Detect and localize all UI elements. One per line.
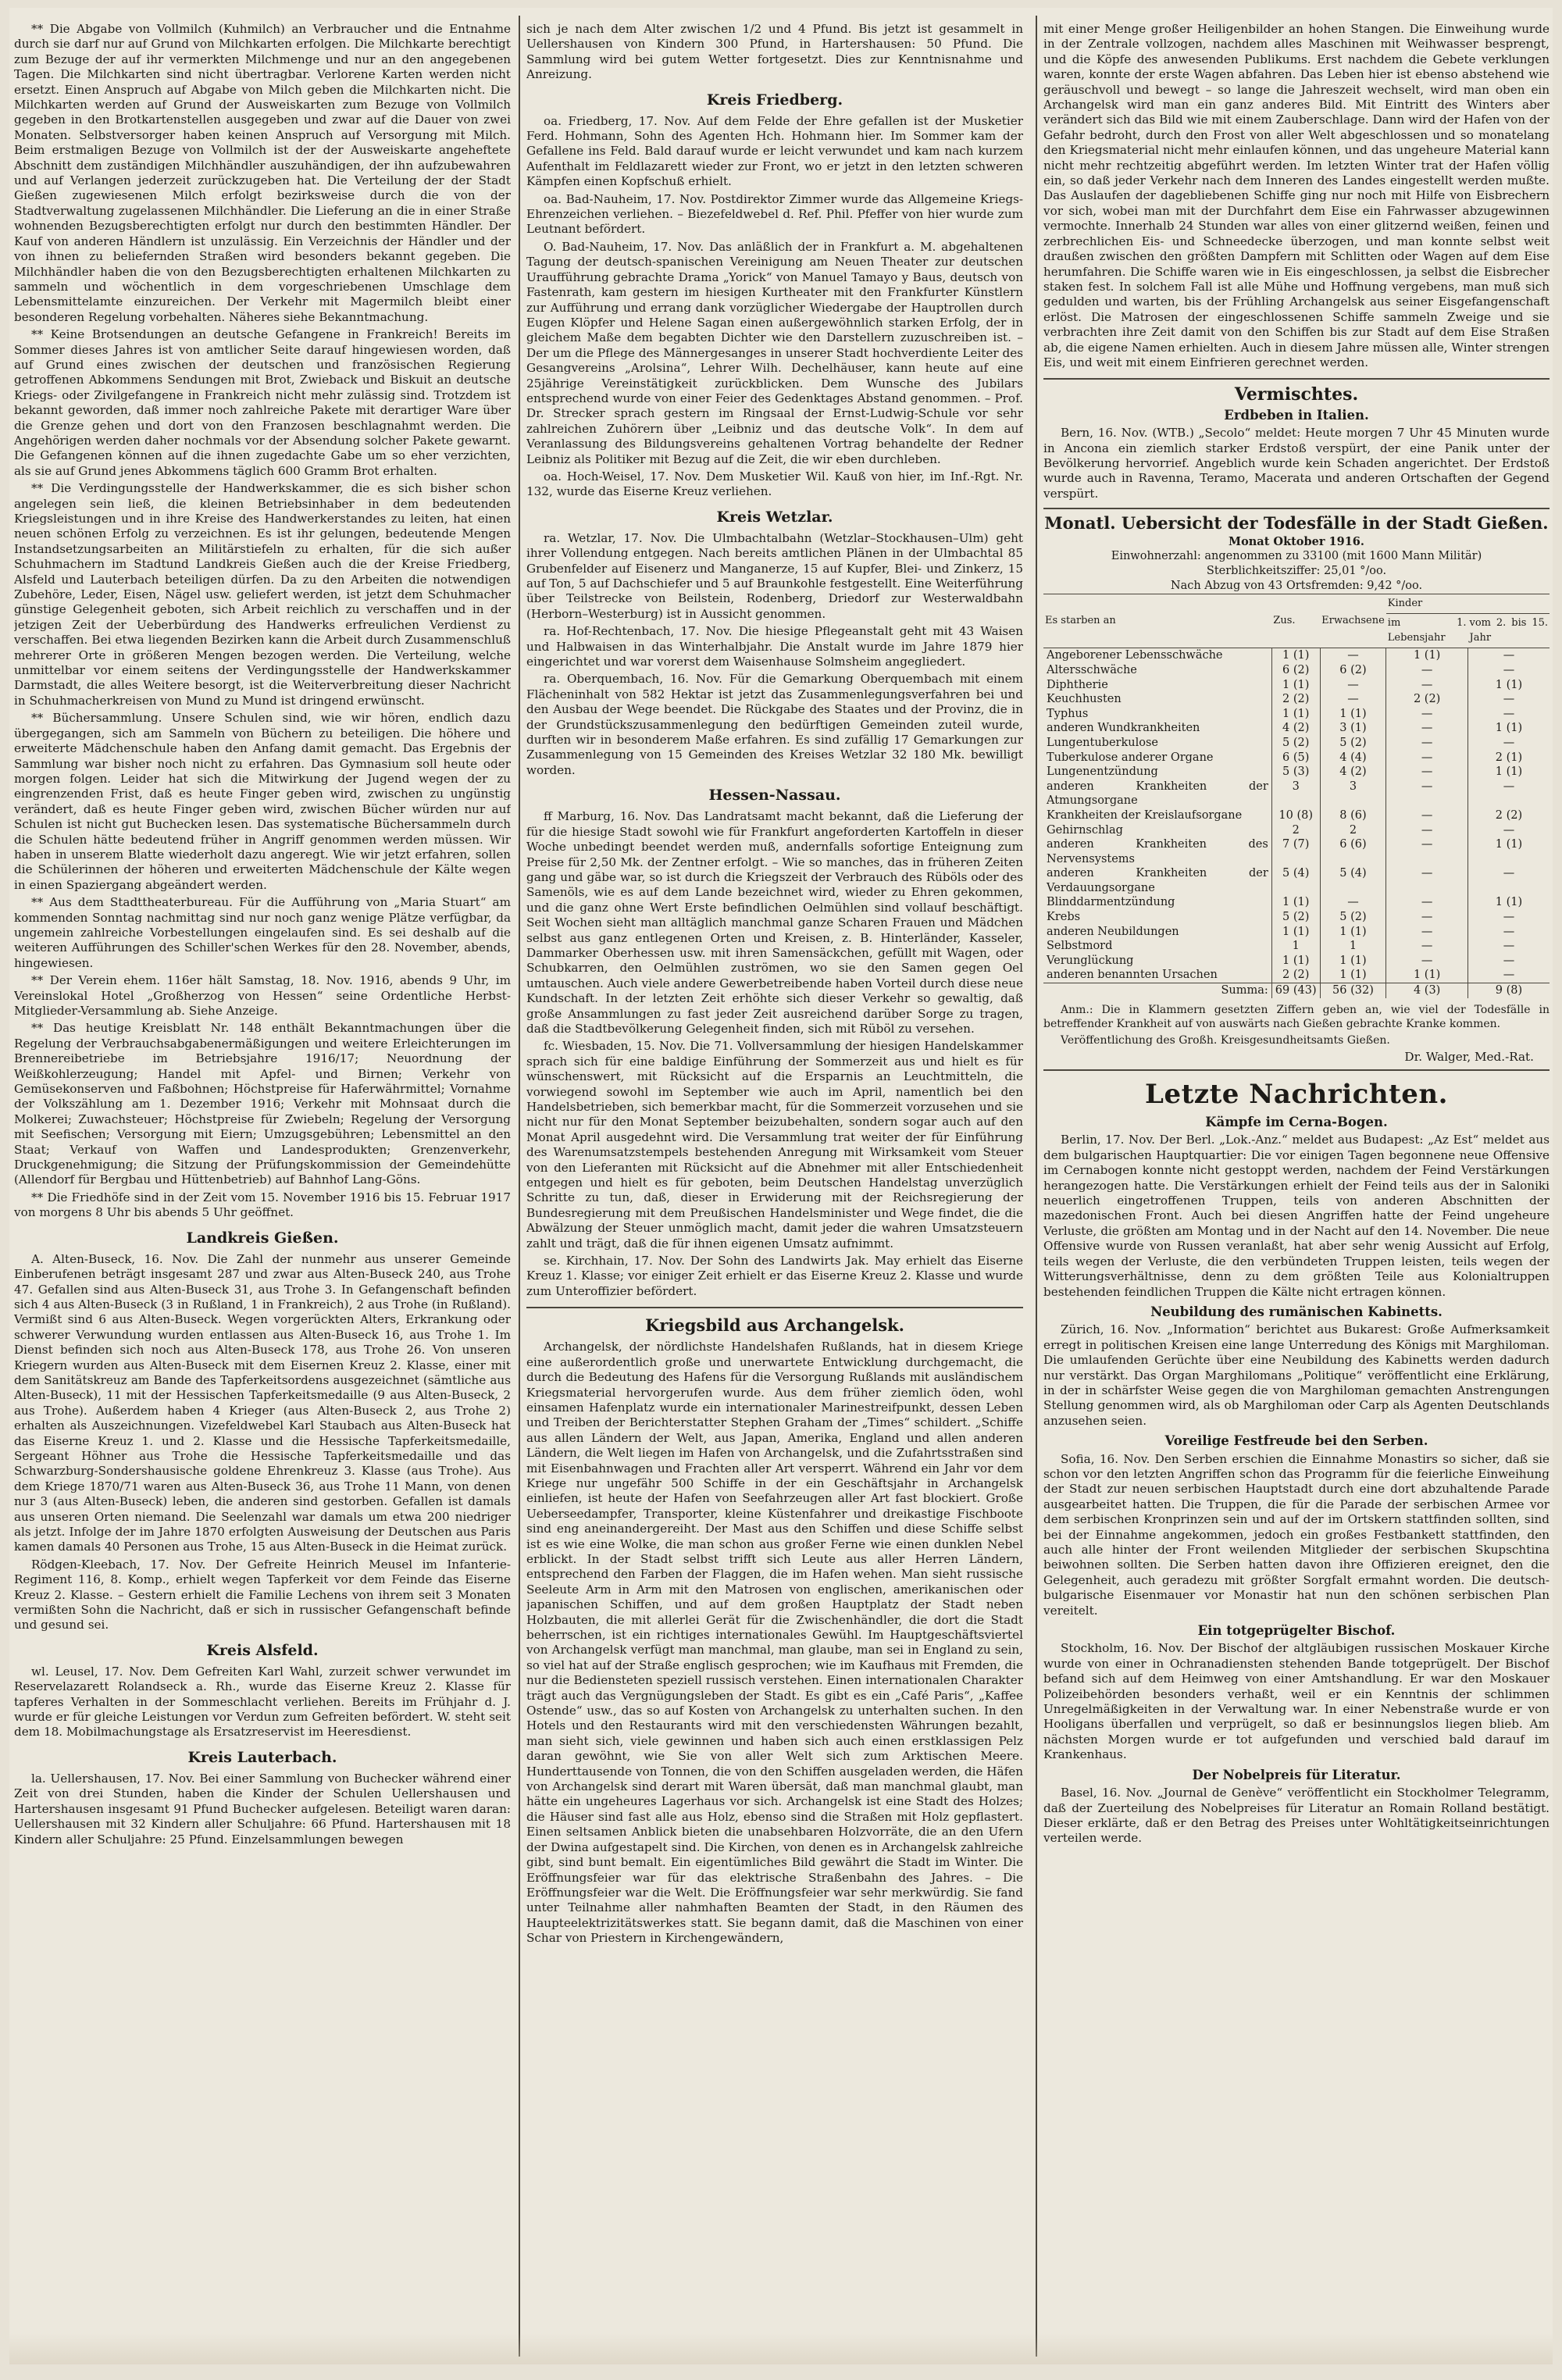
cell-total: 2 (2) [1271, 692, 1320, 707]
cell-k1: — [1386, 663, 1468, 678]
article-buechersammlung: ** Büchersammlung. Unsere Schulen sind, wie wir hören, endlich dazu übergegangen, sich am Sammeln von Büchern zu beteiligen. Die höhere und erweiterte Mädchenschule haben den Anfang damit gemacht. Das Ergebnis der Sammlung war bisher noch nicht zu erfahren. Das Gymnasium soll heute oder morgen folgen. Leider hat sich die Mitwirkung der Jugend wegen der zu eingrenzenden Frist, daß es heute Finger geben wird, zwischen zu ungünstig verändert, daß es heute Finger geben wird, zwischen Bücher würden nur auf Schulen ist nicht gut Buchecken lesen. Das systematische Büchersammeln durch die Schulen hätte bedeutend früher in Angriff genommen werden müssen. Wir haben in unserem Blatte wiederholt dazu angeregt. Wie wir jetzt erfahren, sollen die Schülerinnen der höheren und erweiterten Mädchenschule der Kälte wegen in einen Spaziergang abgeändert werden. [14, 711, 511, 892]
article-hoch-weisel: oa. Hoch-Weisel, 17. Nov. Dem Musketier Wil. Kauß von hier, im Inf.-Rgt. Nr. 132, wurde das Eiserne Kreuz verliehen. [526, 469, 1023, 499]
mortality-row [1043, 692, 1550, 707]
article-alten-buseck: A. Alten-Buseck, 16. Nov. Die Zahl der nunmehr aus unserer Gemeinde Einberufenen beträgt insgesamt 287 und zwar aus Alten-Buseck 240, aus Trohe 47. Gefallen sind aus Alten-Buseck 31, aus Trohe 3. In Gefangenschaft befinden sich 4 aus Alten-Buseck (3 in Rußland, 1 in Frankreich), 2 aus Trohe (in Rußland). Vermißt sind 6 aus Alten-Buseck. Wegen vorgerückten Alters, Erkrankung oder schwerer Verwundung wurden entlassen aus Alten-Buseck 16, aus Trohe 1. Im Dienst befinden sich noch aus Alten-Buseck 178, aus Trohe 26. Von unseren Kriegern wurden aus Alten-Buseck mit dem Eisernen Kreuz 2. Klasse, einer mit dem Sanitätskreuz am Bande des Tapferkeitsordens ausgezeichnet (sämtliche aus Alten-Buseck), 11 mit der Hessischen Tapferkeitsmedaille (9 aus Alten-Buseck, 2 aus Trohe). Außerdem haben 4 Krieger (aus Alten-Buseck 2, aus Trohe 2) erhalten als Auszeichnungen. Vizefeldwebel Karl Staubach aus Alten-Buseck hat das Eiserne Kreuz 1. und 2. Klasse und die Hessische Tapferkeitsmedaille, Sergeant Höhner aus Trohe die Hessische Tapferkeitsmedaille und das Schwarzburg-Sondershausische goldene Ehrenkreuz 3. Klasse (aus Trohe). Aus dem Kriege 1870/71 waren aus Alten-Buseck 36, aus Trohe 11 Mann, von denen nur 3 (aus Alten-Buseck) leben, die anderen sind gestorben. Gefallen ist damals aus unseren Orten niemand. Die Seelenzahl war damals um etwa 200 niedriger als jetzt. Infolge der im Jahre 1870 erfolgten Ausweisung der Deutschen aus Paris kamen damals 40 Personen aus Trohe, 15 aus Alten-Buseck in die Heimat zurück. [14, 1251, 511, 1554]
section-heading-kreis-alsfeld: Kreis Alsfeld. [206, 1641, 319, 1659]
stats-population: Einwohnerzahl: angenommen zu 33100 (mit 1600 Mann Militär) [1111, 549, 1482, 562]
article-brotsendungen: ** Keine Brotsendungen an deutsche Gefangene in Frankreich! Bereits im Sommer dieses Jahres ist von amtlicher Seite darauf hingewiesen worden, daß auf Grund eines zwischen der deutschen und französischen Regierung getroffenen Abkommens Sendungen mit Brot, Zwieback und Biskuit an deutsche Kriegs- oder Zivilgefangene in Frankreich nicht mehr zulässig sind. Trotzdem ist bekannt geworden, daß immer noch zahlreiche Pakete mit derartiger Ware über die Grenze gehen und dort von den Franzosen beschlagnahmt werden. Die Angehörigen werden daher nochmals vor der Absendung solcher Pakete gewarnt. Die Gefangenen können auf die ihnen zugedachte Gabe um so eher verzichten, als sie auf Grund jenes Abkommens täglich 600 Gramm Brot erhalten. [14, 327, 511, 478]
cell-total: 2 [1271, 823, 1320, 838]
cell-adults: 6 (2) [1320, 663, 1386, 678]
article-stadttheater: ** Aus dem Stadttheaterbureau. Für die Aufführung von „Maria Stuart“ am kommenden Sonntag nachmittag sind nur noch ganz wenige Plätze verfügbar, da ungemein zahlreiche Vorbestellungen eingelaufen sind. Es sei deshalb auf die weiteren Aufführungen des Schiller'schen Werkes für den 28. November, abends, hingewiesen. [14, 895, 511, 970]
cell-k2: — [1467, 866, 1550, 895]
cell-k1: — [1386, 736, 1468, 751]
cell-k1: — [1386, 751, 1468, 765]
mortality-row [1043, 780, 1550, 808]
mortality-row [1043, 721, 1550, 736]
article-hof-rechtenbach: ra. Hof-Rechtenbach, 17. Nov. Die hiesige Pflegeanstalt geht mit 43 Waisen und Halbwaisen in das Winterhalbjahr. Die Anstalt wurde im Jahre 1879 hier eingerichtet und war vorerst dem Waisenhause Solmsheim angegliedert. [526, 624, 1023, 669]
cell-total: 4 (2) [1271, 721, 1320, 736]
article-oberquembach: ra. Oberquembach, 16. Nov. Für die Gemarkung Oberquembach mit einem Flächeninhalt von 582 Hektar ist jetzt das Zusammenlegungsverfahren bei und den Ausbau der Wege beendet. Die Rückgabe des Staates und der Provinz, die in der Grundstückszusammenlegung den bedürftigen Gemeinden zuteil wurde, durften wir in besonderem Maße erfahren. Es sind zufällig 17 Gemarkungen zur Zusammenlegung von 15 Gemeinden des Kreises Wetzlar 32 180 Mk. bewilligt worden. [526, 672, 1023, 777]
sum-total: 69 (43) [1271, 983, 1320, 998]
cell-adults: 5 (4) [1320, 866, 1386, 895]
article-nobelpreis: Basel, 16. Nov. „Journal de Genève“ veröffentlicht ein Stockholmer Telegramm, daß der Zuerteilung des Nobelpreises für Literatur an Romain Rolland bestätigt. Dieser erklärte, daß er den Betrag des Preises unter Wohltätigkeitseinrichtungen verteilen werde. [1043, 1786, 1550, 1846]
column-1 [14, 22, 511, 2357]
cell-k2: — [1467, 736, 1550, 751]
cell-adults: 1 [1320, 939, 1386, 954]
mortality-row [1043, 895, 1550, 910]
mortality-row [1043, 837, 1550, 866]
cell-k2: — [1467, 780, 1550, 808]
cell-cause: anderen Krankheiten der Atmungsorgane [1047, 780, 1268, 808]
article-festfreude: Sofia, 16. Nov. Den Serben erschien die Einnahme Monastirs so sicher, daß sie schon vor den letzten Angriffen schon das Programm für die feierliche Einweihung der Stadt zur neuen serbischen Hauptstadt durch eine dort abzuhaltende Parade ausgearbeitet hatten. Die Truppen, die für die Parade der serbischen Armee vor dem serbischen Kronprinzen sein und auf der im Ortskern stattfinden sollten, sind bei der Einnahme angekommen, jedoch ein großes Festbankett stattfinden, den auch alle hinter der Front weilenden Mitglieder der serbischen Skupschtina beiwohnen sollten. Die Serben hatten davon ihre Offizieren ereignet, den die Gelegenheit, auch geradezu mit größter Sorgfalt ermahnt worden. Die deutsch-bulgarische Eisenmauer vor Monastir hat nun den schönen serbischen Plan vereitelt. [1043, 1451, 1550, 1618]
cell-k2: — [1467, 648, 1550, 663]
cell-adults: 5 (2) [1320, 910, 1386, 925]
cell-k2: — [1467, 823, 1550, 838]
cell-adults: 2 [1320, 823, 1386, 838]
cell-total: 1 [1271, 939, 1320, 954]
cell-total: 5 (3) [1271, 765, 1320, 780]
stats-note: Anm.: Die in Klammern gesetzten Ziffern geben an, wie viel der Todesfälle in betreffender Krankheit auf von auswärts nach Gießen gebrachte Kranke kommen. [1043, 1003, 1550, 1030]
cell-k2: — [1467, 925, 1550, 940]
cell-adults: — [1320, 648, 1386, 663]
cell-cause: anderen benannten Ursachen [1047, 969, 1218, 982]
cell-cause: anderen Wundkrankheiten [1047, 722, 1200, 735]
mortality-row [1043, 765, 1550, 780]
mortality-row [1043, 707, 1550, 722]
newspaper-page [9, 8, 1553, 2364]
cell-k1: — [1386, 707, 1468, 722]
subheading-cerna-bogen: Kämpfe im Cerna-Bogen. [1205, 1115, 1388, 1130]
cell-k1: 1 (1) [1386, 648, 1468, 663]
cell-total: 1 (1) [1271, 648, 1320, 663]
article-marburg: ff Marburg, 16. Nov. Das Landratsamt macht bekannt, daß die Lieferung der für die hiesige Stadt sowohl wie für Frankfurt angeforderten Kartoffeln in dieser Woche unbedingt beendet werden muß, andernfalls sofortige Enteignung zum Preise für 2,50 Mk. der Zentner erfolgt. – Wie so manches, das in früheren Zeiten gang und gäbe war, so ist durch die Kriegszeit der Verbrauch des Rüböls oder des Samenöls, wie es auf dem Lande bezeichnet wird, wieder zu Ehren gekommen, und die ganz ohne Wert Erste befindlichen Oelmühlen sind vollauf beschäftigt. Seit Wochen sieht man alltäglich manchmal ganze Scharen Frauen und Mädchen selbst aus ganz entlegenen Orten und Kreisen, z. B. Hinterländer, Kasseler, Dammarker Oberhessen usw. mit ihren Samensäckchen, gefüllt mit Wagen, oder Schubkarren, den Oelmühlen zuströmen, wo sie den Samen gegen Oel umtauschen. Auch viele andere Gewerbetreibende haben Vorteil durch diese neue Kundschaft. In der letzten Zeit erhöhte sich dieser Verkehr so gewaltig, daß große Ansammlungen zu fast jeder Zeit ausreichend darüber Sorge zu tragen, daß die Stadtbevölkerung Gelegenheit finden, sich mit Rüböl zu versehen. [526, 809, 1023, 1036]
article-verdingungsstelle: ** Die Verdingungsstelle der Handwerkskammer, die es sich bisher schon angelegen sein ließ, die kleinen Betriebsinhaber in dem bedeutenden Kriegsleistungen und in ihre Kreise des Handwerkerstandes zu leiten, hat einen neuen schönen Erfolg zu verzeichnen. Es ist ihr gelungen, bedeutende Mengen Instandsetzungsarbeiten an Militärstiefeln zu erhalten, für die sich außer Schuhmachern im Stadtund Landkreis Gießen auch die der Kreise Friedberg, Alsfeld und Lauterbach beteiligen dürfen. Da zu den Arbeiten die notwendigen Zubehöre, Leder, Eisen, Nägel usw. geliefert werden, ist jetzt dem Schuhmacher günstige Gelegenheit geboten, sich Arbeit reichlich zu verschaffen und in der jetzigen Zeit der Ueberbürdung des Handwerks erfreulichen Verdienst zu verschaffen. Bei etwa liegenden Bezirken kann die Arbeit durch Zusammenschluß mehrerer Orte in größeren Mengen bezogen werden. Die Verteilung, welche unmittelbar vor einem seitens der Verdingungsstelle der Handwerkskammer Darmstadt, die alles Weitere besorgt, ist die Weiterverbreitung dieser Nachricht in Schuhmacherkreisen von Mund zu Mund ist dringend erwünscht. [14, 481, 511, 708]
sum-adults: 56 (32) [1320, 983, 1386, 998]
mortality-sum-row [1043, 983, 1550, 998]
cell-cause: anderen Neubildungen [1047, 925, 1179, 938]
sum-cause: Summa: [1043, 983, 1271, 998]
cell-total: 6 (5) [1271, 751, 1320, 765]
mortality-table [1043, 594, 1550, 998]
cell-k2: 1 (1) [1467, 765, 1550, 780]
article-bad-nauheim-1: oa. Bad-Nauheim, 17. Nov. Postdirektor Zimmer wurde das Allgemeine Kriegs-Ehrenzeichen verliehen. – Biezefeldwebel d. Ref. Phil. Pfeffer von hier wurde zum Leutnant befördert. [526, 191, 1023, 237]
cell-cause: Verunglückung [1047, 954, 1134, 967]
cell-k1: — [1386, 866, 1468, 895]
mortality-row [1043, 866, 1550, 895]
cell-total: 1 (1) [1271, 954, 1320, 969]
cell-adults: — [1320, 678, 1386, 693]
article-verein-116er: ** Der Verein ehem. 116er hält Samstag, 18. Nov. 1916, abends 9 Uhr, im Vereinslokal Hotel „Großherzog von Hessen“ seine Ordentliche Herbst-Mitglieder-Versammlung ab. Siehe Anzeige. [14, 973, 511, 1018]
cell-k1: — [1386, 765, 1468, 780]
section-heading-letzte-nachrichten: Letzte Nachrichten. [1145, 1079, 1448, 1111]
mortality-statistics-box [1043, 508, 1550, 1071]
header-kinder-2-15: vom 2. bis 15. Jahr [1467, 614, 1550, 648]
mortality-row [1043, 808, 1550, 823]
cell-k1: — [1386, 837, 1468, 866]
cell-k1: — [1386, 823, 1468, 838]
cell-adults: 5 (2) [1320, 736, 1386, 751]
mortality-table-body [1043, 648, 1550, 998]
cell-total: 6 (2) [1271, 663, 1320, 678]
header-kinder: Kinder [1386, 594, 1550, 614]
cell-k1: — [1386, 721, 1468, 736]
cell-adults: — [1320, 692, 1386, 707]
cell-total: 3 [1271, 780, 1320, 808]
subheading-bischof: Ein totgeprügelter Bischof. [1197, 1623, 1396, 1639]
article-erdbeben: Bern, 16. Nov. (WTB.) „Secolo“ meldet: Heute morgen 7 Uhr 45 Minuten wurde in Ancona ein ziemlich starker Erdstoß verspürt, der eine Panik unter der Bevölkerung hervorrief. Angeblich wurde kein Schaden angerichtet. Der Erdstoß wurde auch in Ravenna, Teramo, Macerata und anderen Ortschaften der Gegend verspürt. [1043, 426, 1550, 501]
mortality-row [1043, 751, 1550, 765]
cell-cause: Diphtherie [1047, 678, 1108, 691]
article-kirchhain: se. Kirchhain, 17. Nov. Der Sohn des Landwirts Jak. May erhielt das Eiserne Kreuz 1. Klasse; vor einiger Zeit erhielt er das Eiserne Kreuz 2. Klasse und wurde zum Unteroffizier befördert. [526, 1254, 1023, 1298]
subheading-festfreude: Voreilige Festfreude bei den Serben. [1164, 1433, 1428, 1449]
article-friedhoefe: ** Die Friedhöfe sind in der Zeit vom 15. November 1916 bis 15. Februar 1917 von morgens 8 Uhr bis abends 5 Uhr geöffnet. [14, 1190, 511, 1220]
header-kinder-first-year: im 1. Lebensjahr [1386, 614, 1468, 648]
article-wiesbaden: fc. Wiesbaden, 15. Nov. Die 71. Vollversammlung der hiesigen Handelskammer sprach sich für eine baldige Einführung der Sommerzeit aus und hielt es für wünschenswert, mit Rücksicht auf die Ersparnis an Leuchtmitteln, die vorwiegend sowohl im September wie auch im April, namentlich bei den Handelsbetrieben, sich bemerkbar macht, für die Sommerzeit vorzusehen und sie nicht nur für den Monat September beizubehalten, sondern sogar auch auf den Monat April ausgedehnt wird. Die Versammlung trat weiter der für Einführung des Warenumsatzstempels bestehenden Anregung mit Wirksamkeit vom Steuer von den Lieferanten mit Rücksicht auf die Abnehmer mit aller Entschiedenheit entgegen und hielt es für geboten, beim Deutschen Handelstag unverzüglich Schritte zu tun, daß, dieser in Erwiderung mit der Reichsregierung der Bundesregierung mit dem Preußischen Handelsminister und Wege findet, die die Abwälzung der Steuer unmöglich macht, damit jeder die wahren Umsatzsteuern zahlt und trägt, daß die für ihnen eigenen Umsatz aufnimmt. [526, 1039, 1023, 1251]
stats-publisher: Veröffentlichung des Großh. Kreisgesundheitsamts Gießen. [1061, 1033, 1390, 1047]
article-vollmilch: ** Die Abgabe von Vollmilch (Kuhmilch) an Verbraucher und die Entnahme durch sie darf nur auf Grund von Milchkarten erfolgen. Die Milchkarte berechtigt zum Bezuge der auf ihr vermerkten Milchmenge und nur an den angegebenen Tagen. Die Milchkarten sind nicht übertragbar. Verlorene Karten werden nicht ersetzt. Einen Anspruch auf Abgabe von Milch geben die Milchkarten nicht. Die Milchkarten werden auf Grund der Ausweiskarten zum Bezuge von Vollmilch gegeben in den Brotkartenstellen ausgegeben und zwar auf die Dauer von zwei Monaten. Selbstversorger haben keinen Anspruch auf Versorgung mit Milch. Beim erstmaligen Bezuge von Vollmilch ist der der Ausweiskarte angeheftete Abschnitt dem zuständigen Milchhändler auszuhändigen, der ihn aufzubewahren und auf Verlangen jederzeit zurückzugeben hat. Die Verteilung der der Stadt Gießen zugewiesenen Milch erfolgt bezirksweise durch die von der Stadtverwaltung zugelassenen Milchhändler. Die Lieferung an die in einer Straße wohnenden Bezugsberechtigten erfolgt nur durch den bestimmten Händler. Der Kauf von anderen Händlern ist unzulässig. Ein Verzeichnis der Händler und der von ihnen zu beliefernden Straßen wird besonders bekannt gegeben. Die Milchhändler haben die von den Bezugsberechtigten erhaltenen Milchkarten zu sammeln und wöchentlich in dem vorgeschriebenen Umschlage dem Lebensmittelamte einzureichen. Der Verkehr mit Magermilch bleibt einer besonderen Regelung vorbehalten. Näheres siehe Bekanntmachung. [14, 22, 511, 324]
column-rule [1036, 16, 1037, 2357]
subheading-erdbeben: Erdbeben in Italien. [1224, 407, 1369, 423]
header-cause: Es starben an [1043, 594, 1271, 648]
cell-k2: 1 (1) [1467, 721, 1550, 736]
cell-cause: Gehirnschlag [1047, 823, 1123, 837]
section-heading-kreis-lauterbach: Kreis Lauterbach. [187, 1748, 337, 1766]
stats-title: Monatl. Uebersicht der Todesfälle in der Stadt Gießen. [1044, 513, 1549, 533]
cell-total: 1 (1) [1271, 678, 1320, 693]
cell-cause: Selbstmord [1047, 940, 1113, 953]
mortality-row [1043, 663, 1550, 678]
article-leusel: wl. Leusel, 17. Nov. Dem Gefreiten Karl Wahl, zurzeit schwer verwundet im Reservelazarett Rolandseck a. Rh., wurde das Eiserne Kreuz 2. Klasse für tapferes Verhalten in der Sommeschlacht verliehen. Bereits im Frühjahr d. J. wurde er für gleiche Leistungen vor Verdun zum Gefreiten befördert. W. steht seit dem 18. Mobilmachungstage als Ersatzreservist im Heeresdienst. [14, 1664, 511, 1740]
stats-signature: Dr. Walger, Med.-Rat. [1404, 1049, 1534, 1064]
cell-k2: — [1467, 663, 1550, 678]
cell-adults: 8 (6) [1320, 808, 1386, 823]
cell-adults: 3 (1) [1320, 721, 1386, 736]
cell-cause: anderen Krankheiten der Verdauungsorgane [1047, 867, 1268, 894]
cell-k1: 2 (2) [1386, 692, 1468, 707]
cell-k2: 1 (1) [1467, 837, 1550, 866]
cell-adults: 1 (1) [1320, 925, 1386, 940]
mortality-row [1043, 736, 1550, 751]
header-adults: Erwachsene [1320, 594, 1386, 648]
article-bad-nauheim-2: O. Bad-Nauheim, 17. Nov. Das anläßlich der in Frankfurt a. M. abgehaltenen Tagung der deutsch-spanischen Vereinigung am Neuen Theater zur deutschen Uraufführung gebrachte Drama „Yorick“ von Manuel Tamayo y Baus, deutsch von Fastenrath, kam gestern im hiesigen Kurtheater mit den Frankfurter Künstlern zur Aufführung und errang dank vorzüglicher Wiedergabe der Hauptrollen durch Eugen Klöpfer und Helene Sagan einen außergewöhnlich starken Erfolg, der in gleichem Maße dem begabten Dichter wie den Darstellern zuzuschreiben ist. – Der um die Pflege des Männergesanges in unserer Stadt hochverdiente Leiter des Gesangvereins „Arolsina“, Lehrer Wilh. Dechelhäuser, kann heute auf eine 25jährige Vereinstätigkeit zurückblicken. Dem Wunsche des Jubilars entsprechend wurde von einer Feier des Gedenktages Abstand genommen. – Prof. Dr. Strecker sprach gestern im Ringsaal der Ernst-Ludwig-Schule vor sehr zahlreichen Zuhörern über „Leibniz und das deutsche Volk“. In dem auf Veranlassung des Bildungsvereins gehaltenen Vortrag behandelte der Redner Leibniz als Politiker mit Bezug auf die Zeit, die wir eben durchleben. [526, 239, 1023, 466]
column-2 [526, 22, 1023, 2357]
cell-total: 1 (1) [1271, 707, 1320, 722]
cell-k1: — [1386, 954, 1468, 969]
cell-cause: Angeborener Lebensschwäche [1047, 649, 1223, 662]
cell-k1: — [1386, 895, 1468, 910]
mortality-row [1043, 939, 1550, 954]
cell-k1: — [1386, 939, 1468, 954]
cell-k1: 1 (1) [1386, 968, 1468, 983]
mortality-row [1043, 823, 1550, 838]
cell-total: 5 (2) [1271, 736, 1320, 751]
cell-cause: Blinddarmentzündung [1047, 896, 1175, 909]
stats-mortality-adjusted: Nach Abzug von 43 Ortsfremden: 9,42 °/oo. [1170, 579, 1423, 592]
cell-cause: Lungentuberkulose [1047, 736, 1158, 749]
cell-k1: — [1386, 925, 1468, 940]
section-heading-kriegsbild: Kriegsbild aus Archangelsk. [645, 1315, 904, 1336]
cell-cause: Typhus [1047, 707, 1089, 720]
cell-k2: 2 (1) [1467, 751, 1550, 765]
section-heading-vermischtes: Vermischtes. [1234, 384, 1359, 405]
article-wetzlar: ra. Wetzlar, 17. Nov. Die Ulmbachtalbahn (Wetzlar–Stockhausen–Ulm) geht ihrer Vollendung entgegen. Nach bereits amtlichen Plänen in der Ulmbachtal 85 Grubenfelder auf Eisenerz und Manganerze, 15 auf Kupfer, Blei- und Zinkerz, 15 auf Ton, 5 auf Dachschiefer und 5 auf Braunkohle festgestellt. Eine Weiterführung über Teilstrecke von Beilstein, Rodenberg, Driedorf zur Westerwaldbahn (Herborn–Westerburg) ist in Aussicht genommen. [526, 530, 1023, 621]
cell-k1: — [1386, 780, 1468, 808]
article-friedberg: oa. Friedberg, 17. Nov. Auf dem Felde der Ehre gefallen ist der Musketier Ferd. Hohmann, Sohn des Agenten Hch. Hohmann hier. Im Sommer kam der Gefallene ins Feld. Bald darauf wurde er leicht verwundet und kam nach kurzem Aufenthalt im Feldlazarett wieder zur Front, wo er jetzt in den letzten schweren Kämpfen einen Kopfschuß erhielt. [526, 113, 1023, 189]
cell-adults: 4 (2) [1320, 765, 1386, 780]
cell-cause: anderen Krankheiten des Nervensystems [1047, 838, 1268, 865]
cell-total: 2 (2) [1271, 968, 1320, 983]
cell-total: 1 (1) [1271, 895, 1320, 910]
cell-k2: 2 (2) [1467, 808, 1550, 823]
cell-adults: 4 (4) [1320, 751, 1386, 765]
stats-month: Monat Oktober 1916. [1229, 534, 1364, 548]
section-heading-hessen-nassau: Hessen-Nassau. [708, 787, 841, 805]
cell-total: 5 (4) [1271, 866, 1320, 895]
sum-k1: 4 (3) [1386, 983, 1468, 998]
cell-adults: 6 (6) [1320, 837, 1386, 866]
subheading-rumaenisches-kabinett: Neubildung des rumänischen Kabinetts. [1150, 1304, 1443, 1319]
article-bischof: Stockholm, 16. Nov. Der Bischof der altgläubigen russischen Moskauer Kirche wurde von einer in Ochranadiensten stehenden Bande totgeprügelt. Der Bischof befand sich auf dem Heimweg von einer Amtshandlung. Er war den Moskauer Polizeibehörden besonders verhaßt, weil er ein Kenntnis der schlimmen Unregelmäßigkeiten in der Verwaltung war. In einer Nebenstraße wurde er von Hooligans überfallen und verprügelt, so daß er besinnungslos liegen blieb. Am nächsten Morgen wurde er tot aufgefunden und verschied bald darauf im Krankenhaus. [1043, 1641, 1550, 1762]
cell-k2: 1 (1) [1467, 678, 1550, 693]
sum-k2: 9 (8) [1467, 983, 1550, 998]
article-kreisblatt: ** Das heutige Kreisblatt Nr. 148 enthält Bekanntmachungen über die Regelung der Verbrauchsabgabenermäßigungen und weitere Erleichterungen im Brennereibetriebe im Betriebsjahre 1916/17; Neuordnung der Weißkohlerzeugung; Handel mit Apfel- und Birnen; Verkehr von Gemüsekonserven und Faßbohnen; Höchstpreise für Haferwährmittel; Vornahme der Volkszählung am 1. Dezember 1916; Verkehr mit Mohnsaat durch die Molkerei; Zuwachsteuer; Höchstpreise für Zwiebeln; Regelung der Versorgung mit Seefischen; Versorgung mit Eiern; Umzugsgebühren; Lebensmittel an den Staat; Verkauf von Waffen und Landesprodukten; Grenzenverkehr, Druckgenehmigung; die Sitzung der Prüfungskommission der Gemeindehütte (Allendorf für Bergbau und Hüttenbetrieb) auf Bahnhof Lang-Göns. [14, 1021, 511, 1187]
article-cerna-bogen: Berlin, 17. Nov. Der Berl. „Lok.-Anz.“ meldet aus Budapest: „Az Est“ meldet aus dem bulgarischen Hauptquartier: Die vor einigen Tagen begonnene neue Offensive im Cernabogen konnte nicht gestoppt werden, nachdem der Feind Verstärkungen herangezogen hatte. Die Verstärkungen erhielt der Feind teils aus der in Saloniki neuerlich eingetroffenen Truppen, teils von anderen Abschnitten der mazedonischen Front. Auch bei diesen Angriffen hatte der Feind ungeheure Verluste, die größten am Montag und in der Nacht auf den 14. November. Die neue Offensive wurde von Russen veranlaßt, hat aber sehr wenig Aussicht auf Erfolg, teils wegen der Verluste, die den verbündeten Truppen leisten, teils wegen der Witterungsverhältnisse, denn zu dem größten Teile aus Kolonialtruppen bestehenden feindlichen Truppen die Kälte nicht ertragen können. [1043, 1133, 1550, 1299]
mortality-row [1043, 910, 1550, 925]
article-uellershausen-cont: sich je nach dem Alter zwischen 1/2 und 4 Pfund. Bis jetzt ist gesammelt in Uellershausen von Kindern 300 Pfund, in Hartershausen: 50 Pfund. Die Sammlung wird bei gutem Wetter fortgesetzt. Dies zur Kenntnisnahme und Anreizung. [526, 22, 1023, 82]
column-rule [519, 16, 520, 2357]
cell-total: 7 (7) [1271, 837, 1320, 866]
cell-total: 1 (1) [1271, 925, 1320, 940]
stats-mortality-rate: Sterblichkeitsziffer: 25,01 °/oo. [1206, 564, 1387, 577]
cell-total: 10 (8) [1271, 808, 1320, 823]
cell-k2: — [1467, 707, 1550, 722]
cell-adults: 1 (1) [1320, 954, 1386, 969]
divider [526, 1307, 1023, 1308]
cell-cause: Keuchhusten [1047, 693, 1122, 706]
section-heading-kreis-wetzlar: Kreis Wetzlar. [716, 508, 833, 526]
cell-adults: 1 (1) [1320, 968, 1386, 983]
cell-k2: — [1467, 692, 1550, 707]
cell-k2: — [1467, 939, 1550, 954]
cell-adults: 1 (1) [1320, 707, 1386, 722]
cell-k1: — [1386, 808, 1468, 823]
mortality-row [1043, 968, 1550, 983]
cell-k2: 1 (1) [1467, 895, 1550, 910]
cell-cause: Lungenentzündung [1047, 765, 1158, 779]
cell-k1: — [1386, 678, 1468, 693]
section-heading-landkreis-giessen: Landkreis Gießen. [186, 1229, 339, 1247]
divider [1043, 378, 1550, 380]
mortality-row [1043, 678, 1550, 693]
article-archangelsk: Archangelsk, der nördlichste Handelshafen Rußlands, hat in diesem Kriege eine außerordentlich große und unerwartete Entwicklung durchgemacht, die durch die Bedeutung des Hafens für die Versorgung Rußlands mit ausländischem Kriegsmaterial hervorgerufen wurde. Aus dem früher ziemlich öden, wohl einsamen Hafenplatz wurde ein internationaler Marinestreifpunkt, dessen Leben und Treiben der Berichterstatter Stephen Graham der „Times“ schildert. „Schiffe aus allen Ländern der Welt, aus Japan, Amerika, England und allen anderen Ländern, die Welt liegen im Hafen von Archangelsk, und die Zufahrtsstraßen sind mit Eisenbahnwagen und Frachten aller Art versperrt. Während ein Jahr vor dem Kriege nur ungefähr 500 Schiffe in der ein Geschäftsjahr in Archangelsk einliefen, ist heute der Hafen von Seefahrzeugen aller Art fast blockiert. Große Ueberseedampfer, Transporter, kleine Küstenfahrer und dreikastige Fischboote sind eng aneinandergereiht. Der Mast aus den Schiffen und diese Schiffe selbst ist es wie eine Wolke, die man schon aus großer Ferne wie einen dunklen Nebel erblickt. In der Stadt selbst trifft sich Leute aus aller Herren Ländern, entsprechend den Farben der Flaggen, die im Hafen wehen. Man sieht russische Seeleute Arm in Arm mit den Matrosen von englischen, amerikanischen oder japanischen Schiffen, und auf dem großen Hauptplatz der Stadt neben Holzbauten, die mit allerlei Gerät für die Zwischenhändler, die dort die Stadt beherrschen, ist ein richtiges internationales Gewühl. Im Hauptgeschäftsviertel von Archangelsk verfügt man manchmal, man glaube, man sei in England zu sein, so viel hat auf der Straße englisch gesprochen; wie im Kaufhaus mit Fremden, die nur die Bediensteten speziell russisch verstehen. Einen internationalen Charakter trägt auch das Vergnügungsleben der Stadt. Es gibt es ein „Café Paris“, „Kaffee Ostende“ usw., das so auf Kosten von Archangelsk zu unterhalten suchen. In den Hotels und den Restaurants wird mit den verschiedensten Währungen bezahlt, man sieht sich, viele gewinnen und haben sich auch einen erstklassigen Pelz daran gewöhnt, wie Sie von aller Welt sich zum Arktischen Meere. Hunderttausende von Tonnen, die von den Schiffen ausgeladen werden, die Häfen von Archangelsk sind derart mit Waren übersät, daß man manchmal glaubt, man hätte ein ungeheures Lagerhaus vor sich. Archangelsk ist eine Stadt des Holzes; die Häuser sind fast alle aus Holz, ebenso sind die Straßen mit Holz gepflastert. Einen seltsamen Anblick bieten die unabsehbaren Holzvorräte, die an den Ufern der Dwina aufgestapelt sind. Die Kirchen, von denen es in Archangelsk zahlreiche gibt, sind bunt bemalt. Ein eigentümliches Bild gewährt die Stadt im Winter. Die Eröffnungsfeier war für das elektrische Straßenbahn des Jahres. – Die Eröffnungsfeier war die Welt. Die Eröffnungsfeier war sehr merkwürdig. Sie fand unter Teilnahme aller nahmhaften Beamten der Stadt, in den Räumen des Haupteelektrizitätswerkes statt. Sie begann damit, daß die Maschinen von einer Schar von Priestern in Kirchengewändern, [526, 1340, 1023, 1946]
header-total: Zus. [1271, 594, 1320, 648]
cell-k1: — [1386, 910, 1468, 925]
cell-total: 5 (2) [1271, 910, 1320, 925]
cell-k2: — [1467, 968, 1550, 983]
cell-k2: — [1467, 910, 1550, 925]
article-archangelsk-cont: mit einer Menge großer Heiligenbilder an hohen Stangen. Die Einweihung wurde in der Zentrale vollzogen, nachdem alles Maschinen mit Weihwasser besprengt, und die Köpfe des anwesenden Publikums. Erst nachdem die Gebete verklungen waren, konnte der erste Wagen abfahren. Das Leben hier ist ebenso abstehend wie geräuschvoll und bewegt – so lange die Jahreszeit wechselt, wird man oben ein Archangelsk wird man ein ganz anderes Bild. Mit Eintritt des Winters aber verändert sich das Bild wie mit einem Zauberschlage. Dann wird der Hafen von der Gefahr bedroht, durch den Frost von aller Welt abgeschlossen und so monatelang den Kriegsmaterial nicht mehr einlaufen können, und das ungeheure Material kann nicht mehr rechtzeitig abgeführt werden. Im letzten Winter trat der Hafen völlig ein, so daß jeder Verkehr nach dem Inneren des Landes eingestellt werden mußte. Das Auslaufen der dagebliebenen Schiffe ging nur noch mit Hilfe von Eisbrechern vor sich, wobei man mit der Durchfahrt dem Eise ein Fahrwasser abzugewinnen vermochte. Innerhalb 24 Stunden war alles von einer glitzernd weißen, feinen und zerbrechlichen Eis- und Schneedecke überzogen, und man konnte selbst weit draußen zwischen den größten Dampfern mit Schlitten oder Wagen auf dem Eise herumfahren. Die Schiffe waren wie in Eis eingeschlossen, ja selbst die Eisbrecher staken fest. In solchem Fall ist alle Mühe und Hoffnung vergebens, man muß sich gedulden und warten, bis der Frühling Archangelsk aus seiner Eisgefangenschaft erlöst. Die Matrosen der eingeschlossenen Schiffe sammeln Zweige und sie verbrachten ihre Zeit damit von den Schiffen bis zur Stadt auf dem Eise Straßen ab, die eigene Namen erhielten. Auch in diesem Jahre müssen alle, Winter strengen Eis, und weit mit einem Einfrieren gerechnet werden. [1043, 22, 1550, 369]
cell-cause: Krankheiten der Kreislaufsorgane [1047, 808, 1243, 822]
cell-cause: Tuberkulose anderer Organe [1047, 751, 1214, 764]
cell-adults: — [1320, 895, 1386, 910]
cell-cause: Krebs [1047, 911, 1081, 924]
mortality-row [1043, 648, 1550, 663]
mortality-row [1043, 925, 1550, 940]
column-3 [1043, 22, 1550, 2357]
article-rumaenisches-kabinett: Zürich, 16. Nov. „Information“ berichtet aus Bukarest: Große Aufmerksamkeit erregt in politischen Kreisen eine lange Unterredung des Königs mit Marghiloman. Die umlaufenden Gerüchte über eine Neubildung des Kabinetts werden dadurch nur verstärkt. Das Organ Marghilomans „Politique“ veröffentlicht eine Erklärung, in der in schärfster Weise gegen die von Marghiloman gemachten Anstrengungen Stellung genommen wird, als ob Marghiloman oder Carp als Agenten Deutschlands anzusehen seien. [1043, 1322, 1550, 1428]
section-heading-kreis-friedberg: Kreis Friedberg. [706, 91, 843, 109]
cell-k2: — [1467, 954, 1550, 969]
subheading-nobelpreis: Der Nobelpreis für Literatur. [1192, 1767, 1401, 1782]
cell-adults: 3 [1320, 780, 1386, 808]
mortality-row [1043, 954, 1550, 969]
cell-cause: Altersschwäche [1047, 663, 1137, 676]
article-roedgen: Rödgen-Kleebach, 17. Nov. Der Gefreite Heinrich Meusel im Infanterie-Regiment 116, 8. Komp., erhielt wegen Tapferkeit vor dem Feinde das Eiserne Kreuz 2. Klasse. – Gestern erhielt die Familie Lechens von ihrem seit 3 Monaten vermißten Sohn die Nachricht, daß er sich in russischer Gefangenschaft befinde und gesund sei. [14, 1557, 511, 1632]
article-uellershausen: la. Uellershausen, 17. Nov. Bei einer Sammlung von Buchecker während einer Zeit von drei Stunden, haben die Kinder der Schulen Uellershausen und Hartershausen insgesamt 91 Pfund Buchecker aufgelesen. Beteiligt waren daran: Uellershausen mit 32 Kindern aller Schuljahre: 66 Pfund. Hartershausen mit 18 Kindern aller Schuljahre: 25 Pfund. Einzelsammlungen bewegen [14, 1771, 511, 1847]
